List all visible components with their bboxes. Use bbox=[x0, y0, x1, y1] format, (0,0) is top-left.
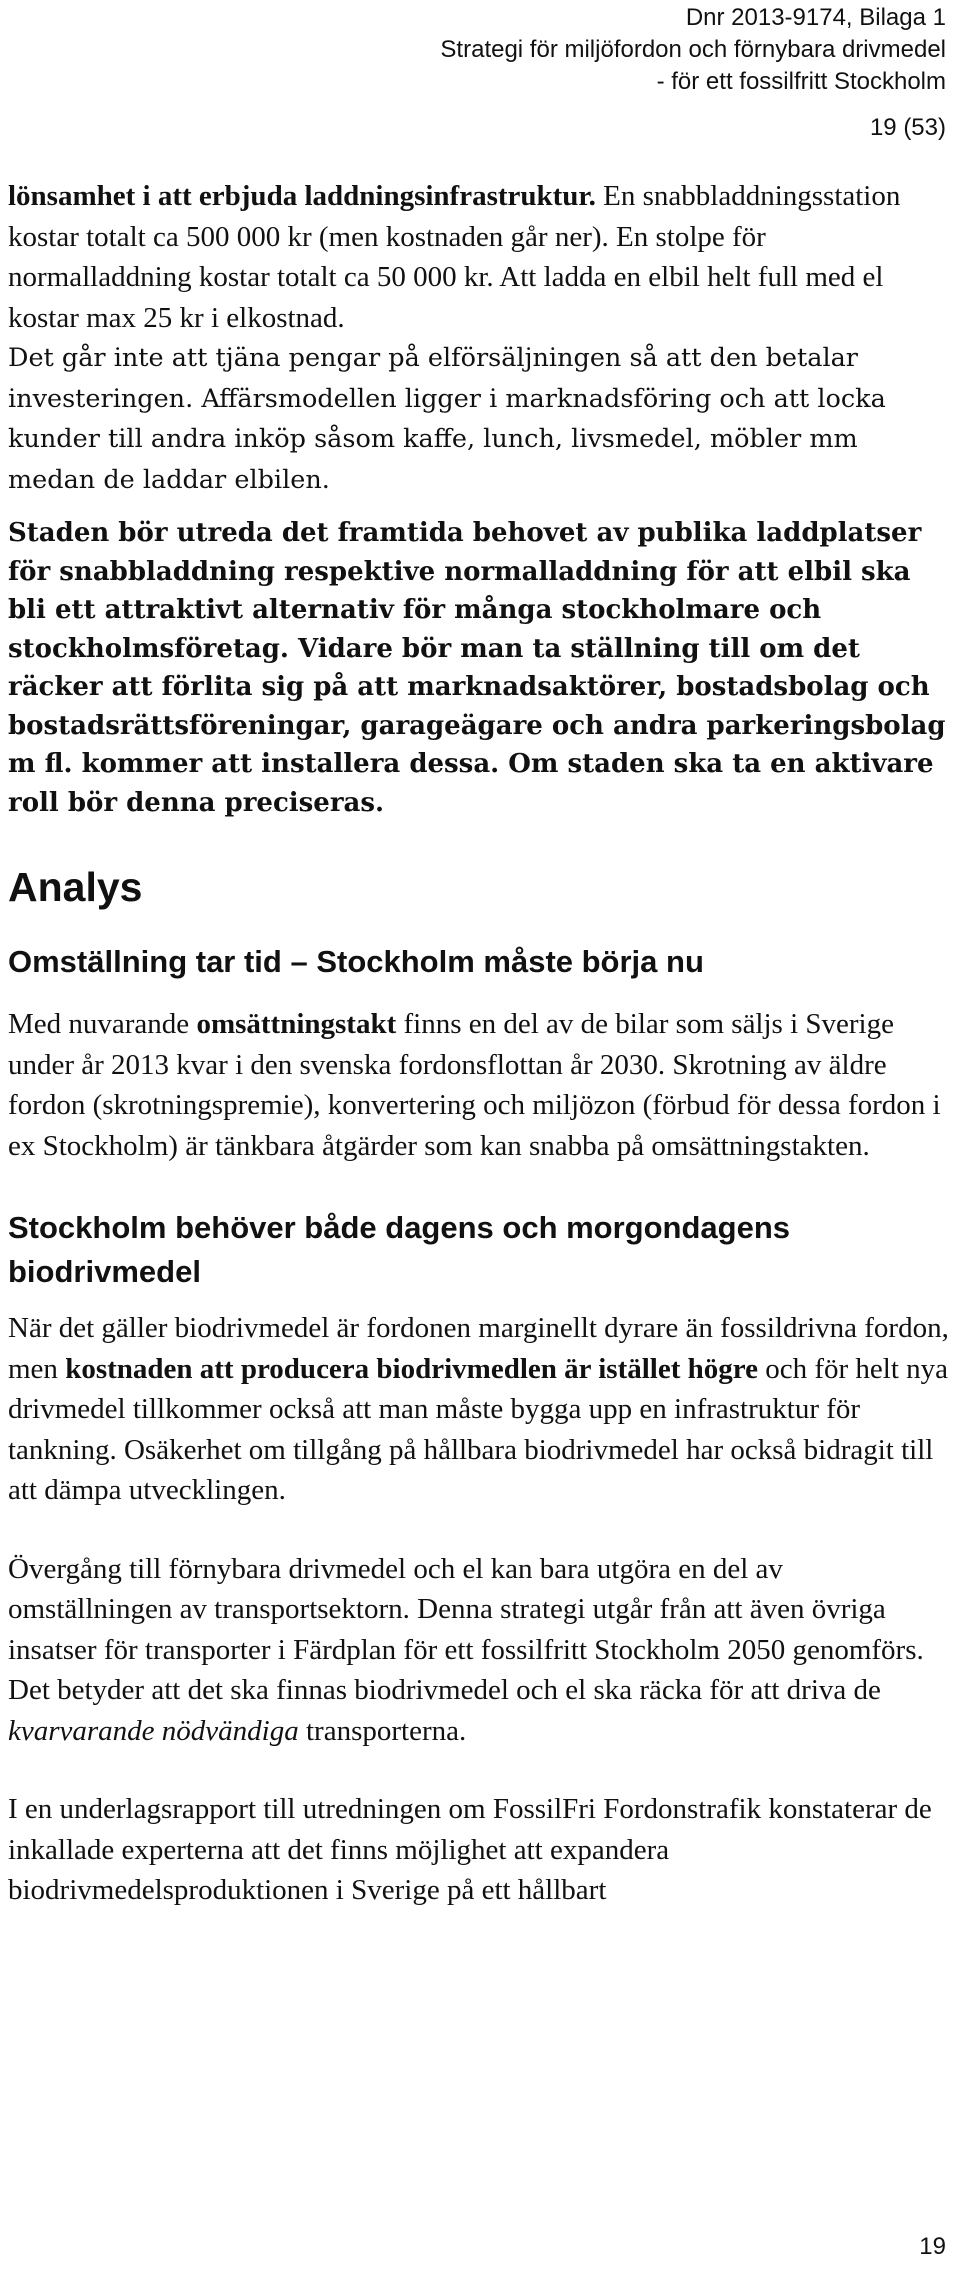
page-count: 19 (53) bbox=[869, 114, 946, 141]
section2-p2-start: Övergång till förnybara drivmedel och el kan bara utgöra en del av omställningen av transportsektorn. Denna strategi utgår från att även övriga insatser för transporter i Färdplan för ett fossilfritt Stockholm 2050 genomförs. Det betyder att det ska finnas biodrivmedel och el ska räcka för att driva de bbox=[8, 1552, 924, 1706]
section1-bold: omsättningstakt bbox=[196, 1008, 397, 1040]
section2-paragraph-2 bbox=[8, 1549, 953, 1752]
section1-paragraph bbox=[8, 1004, 953, 1166]
section2-paragraph-3: I en underlagsrapport till utredningen om FossilFri Fordonstrafik konstaterar de inkallade experterna att det finns möjlighet att expandera biodrivmedelsproduktionen i Sverige på ett hållbart bbox=[8, 1793, 932, 1906]
section2-p1-bold: kostnaden att producera biodrivmedlen är istället högre bbox=[65, 1352, 758, 1385]
section1-heading: Omställning tar tid – Stockholm måste börja nu bbox=[8, 944, 704, 979]
document-header bbox=[306, 2, 946, 98]
section2-paragraph-1 bbox=[8, 1308, 953, 1511]
intro-paragraph-1 bbox=[8, 176, 953, 338]
analys-heading: Analys bbox=[8, 864, 143, 910]
page-content bbox=[8, 152, 953, 1911]
intro-paragraph-2 bbox=[8, 338, 953, 500]
intro-text-2: Det går inte att tjäna pengar på elförsäljningen så att den betalar investeringen. Affärsmodellen ligger i marknadsföring och att locka kunder till andra inköp såsom kaffe, lunch, livsmedel, möbler mm medan de laddar elbilen. bbox=[8, 343, 886, 495]
section2-heading: Stockholm behöver både dagens och morgondagens biodrivmedel bbox=[8, 1210, 791, 1289]
section1-text-rest: finns en del av de bilar som säljs i Sverige under år 2013 kvar i den svenska fordonsflottan år 2030. Skrotning av äldre fordon (skrotningspremie), konvertering och miljözon (förbud för dessa fordon i ex Stockholm) är tänkbara åtgärder som kan snabba på omsättningstakten. bbox=[8, 1008, 941, 1162]
header-subtitle: - för ett fossilfritt Stockholm bbox=[656, 68, 946, 95]
header-title: Strategi för miljöfordon och förnybara drivmedel bbox=[440, 36, 946, 63]
header-dnr: Dnr 2013-9174, Bilaga 1 bbox=[685, 4, 946, 31]
intro-bold: lönsamhet i att erbjuda laddningsinfrastruktur. bbox=[8, 180, 596, 212]
section2-p2-italic: kvarvarande nödvändiga bbox=[8, 1714, 299, 1747]
section2-p1-start: När det gäller biodrivmedel är fordonen marginellt dyrare än fossildrivna fordon, men bbox=[8, 1312, 949, 1385]
section1-text-start: Med nuvarande bbox=[8, 1008, 197, 1040]
recommendation-paragraph: Staden bör utreda det framtida behovet av publika laddplatser för snabbladdning respektive normalladdning för att elbil ska bli ett attraktivt alternativ för många stockholmare och stockholmsföretag. Vidare bör man ta ställning till om det räcker att förlita sig på att marknadsaktörer, bostadsbolag och bostadsrättsföreningar, garageägare och andra parkeringsbolag m fl. kommer att installera dessa. Om staden ska ta en aktivare roll bör denna preciseras. bbox=[8, 518, 946, 818]
section2-p1-rest: och för helt nya drivmedel tillkommer också att man måste bygga upp en infrastruktur för tankning. Osäkerhet om tillgång på hållbara biodrivmedel har också bidragit till att dämpa utvecklingen. bbox=[8, 1352, 949, 1506]
footer-page-number: 19 bbox=[919, 2233, 946, 2260]
section2-p2-rest: transporterna. bbox=[298, 1714, 467, 1747]
intro-text: En snabbladdningsstation kostar totalt ca 500 000 kr (men kostnaden går ner). En stolpe för normalladdning kostar totalt ca 50 000 kr. Att ladda en elbil helt full med el kostar max 25 kr i elkostnad. bbox=[8, 180, 901, 334]
